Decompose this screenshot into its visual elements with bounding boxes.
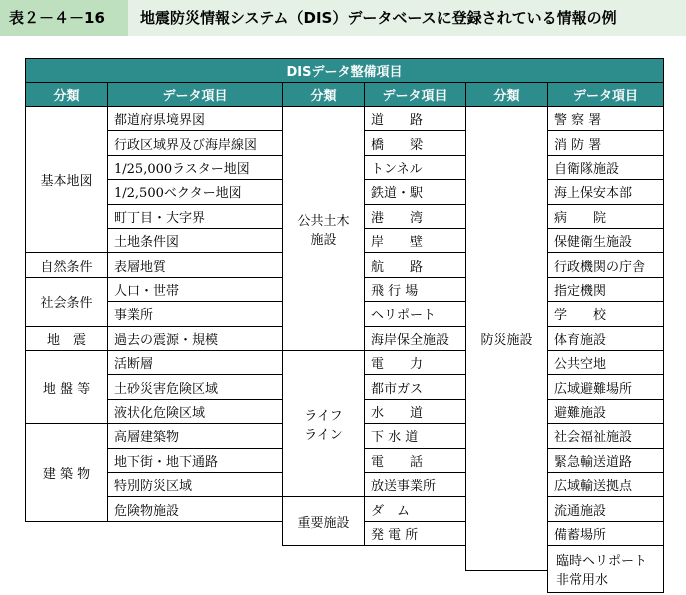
data-item-cell: [547, 106, 664, 131]
data-item-cell: [107, 252, 283, 277]
category-label: 自然条件: [40, 259, 93, 275]
table-number: 表２－４－16: [0, 0, 128, 36]
data-item-text: 警 察 署: [554, 113, 602, 129]
column-header-item: [547, 82, 664, 107]
data-item-text: 電 話: [371, 454, 424, 470]
data-item-cell: [107, 399, 283, 424]
data-item-text: 岸 壁: [371, 235, 424, 251]
category-cell: [282, 496, 365, 546]
data-item-text: 橋 梁: [371, 137, 424, 153]
data-item-text: 海岸保全施設: [371, 332, 450, 348]
category-label: 建 築 物: [42, 466, 91, 482]
data-item-cell: [107, 277, 283, 302]
data-item-cell: [107, 155, 283, 180]
column-header-item: [107, 82, 283, 107]
data-item-cell: [547, 155, 664, 180]
data-item-cell: [547, 228, 664, 253]
data-item-cell: [547, 496, 664, 521]
column-header-item-text: データ項目: [162, 89, 228, 104]
data-item-cell: [107, 106, 283, 131]
column-header-category-text: 分類: [310, 89, 337, 104]
category-label: 防災施設: [480, 332, 533, 348]
data-item-cell: [364, 374, 466, 399]
data-item-text: 港 湾: [371, 210, 424, 226]
data-item-cell: [547, 179, 664, 204]
data-item-cell: [107, 448, 283, 473]
data-item-text: 発 電 所: [371, 527, 419, 543]
data-item-cell: [364, 326, 466, 351]
column-header-category-text: 分類: [493, 89, 520, 104]
data-item-cell: [364, 277, 466, 302]
data-item-cell: [364, 399, 466, 424]
data-item-cell: [547, 326, 664, 351]
data-item-text: 保健衛生施設: [554, 235, 633, 251]
data-item-cell: [364, 130, 466, 155]
column-header-category-text: 分類: [53, 89, 80, 104]
data-item-cell: [364, 252, 466, 277]
data-item-cell: [107, 228, 283, 253]
data-item-text: 土地条件図: [114, 235, 180, 251]
data-item-text: 表層地質: [114, 259, 167, 275]
data-item-cell: [107, 374, 283, 399]
data-item-text: 都市ガス: [371, 381, 424, 397]
column-header-item: [364, 82, 466, 107]
data-item-text: 道 路: [371, 113, 424, 129]
category-label: 基本地図: [40, 174, 93, 190]
data-item-text: 特別防災区域: [114, 479, 193, 495]
data-item-text: 行政機関の庁舎: [554, 259, 646, 275]
data-item-cell: [547, 545, 664, 593]
data-item-cell: [107, 423, 283, 448]
data-item-cell: [364, 301, 466, 326]
category-label: 地 震: [46, 332, 86, 348]
category-cell: [25, 326, 108, 351]
data-item-cell: [547, 252, 664, 277]
data-item-text: 1/2,500ベクター地図: [114, 186, 242, 202]
data-item-text: 1/25,000ラスター地図: [114, 161, 250, 177]
data-item-text: 活断層: [114, 357, 154, 373]
data-item-text: 非常用水: [556, 573, 609, 589]
category-cell: [25, 350, 108, 424]
data-item-cell: [547, 399, 664, 424]
data-item-text: 消 防 署: [554, 137, 602, 153]
category-label: ライフ: [304, 408, 343, 424]
data-item-text: 自衛隊施設: [554, 161, 620, 177]
data-item-text: ダ ム: [371, 503, 411, 519]
data-item-text: 土砂災害危険区域: [114, 381, 219, 397]
data-item-text: 病 院: [554, 210, 607, 226]
data-item-text: 学 校: [554, 308, 607, 324]
category-label: 施設: [310, 232, 337, 248]
data-item-text: 液状化危険区域: [114, 405, 206, 421]
data-item-text: 飛 行 場: [371, 283, 419, 299]
data-item-cell: [364, 228, 466, 253]
data-item-cell: [547, 301, 664, 326]
column-header-item-text: データ項目: [572, 89, 638, 104]
data-item-text: 航 路: [371, 259, 424, 275]
data-item-cell: [364, 179, 466, 204]
data-item-text: 体育施設: [554, 332, 607, 348]
data-item-text: 電 力: [371, 357, 424, 373]
data-item-text: ヘリポート: [371, 308, 437, 324]
data-item-text: 緊急輸送道路: [554, 454, 633, 470]
column-header-item-text: データ項目: [382, 89, 448, 104]
data-item-cell: [107, 472, 283, 497]
data-item-text: 公共空地: [554, 357, 607, 373]
table-title: 地震防災情報システム（DIS）データベースに登録されている情報の例: [140, 9, 617, 27]
category-cell: [282, 106, 365, 351]
data-item-cell: [547, 204, 664, 229]
data-item-cell: [547, 277, 664, 302]
data-item-cell: [364, 496, 466, 521]
column-header-category: [465, 82, 548, 107]
data-item-cell: [547, 472, 664, 497]
data-item-cell: [107, 301, 283, 326]
data-item-text: 社会福祉施設: [554, 430, 633, 446]
data-item-text: 過去の震源・規模: [114, 332, 219, 348]
data-item-text: 町丁目・大字界: [114, 210, 206, 226]
data-item-cell: [547, 130, 664, 155]
data-item-cell: [107, 326, 283, 351]
category-label: 地 盤 等: [42, 381, 91, 397]
category-label: 公共土木: [297, 213, 350, 229]
category-label: 社会条件: [40, 296, 93, 312]
column-header-category: [25, 82, 108, 107]
category-label: 重要施設: [297, 515, 350, 531]
data-item-cell: [547, 374, 664, 399]
table-header-title-text: DISデータ整備項目: [286, 65, 403, 80]
data-item-cell: [364, 155, 466, 180]
data-item-text: 危険物施設: [114, 503, 180, 519]
data-item-text: トンネル: [371, 161, 423, 177]
data-item-cell: [107, 179, 283, 204]
data-item-cell: [364, 350, 466, 375]
data-item-text: 行政区域界及び海岸線図: [114, 137, 258, 153]
data-item-cell: [364, 423, 466, 448]
data-item-cell: [107, 350, 283, 375]
data-item-cell: [547, 521, 664, 546]
data-item-text: 臨時ヘリポート: [556, 554, 648, 570]
data-item-cell: [107, 496, 283, 521]
data-item-cell: [107, 204, 283, 229]
category-cell: [25, 277, 108, 327]
category-cell: [25, 106, 108, 253]
data-item-cell: [547, 448, 664, 473]
data-item-text: 放送事業所: [371, 479, 437, 495]
data-item-cell: [547, 350, 664, 375]
data-item-text: 海上保安本部: [554, 186, 633, 202]
category-label: ライン: [304, 427, 343, 443]
data-item-text: 広域避難場所: [554, 381, 633, 397]
data-item-text: 地下街・地下通路: [114, 454, 219, 470]
data-item-text: 流通施設: [554, 503, 607, 519]
data-item-cell: [364, 106, 466, 131]
data-item-cell: [364, 204, 466, 229]
data-item-text: 広域輸送拠点: [554, 479, 633, 495]
table-header-title: [25, 58, 664, 83]
data-item-text: 鉄道・駅: [371, 186, 424, 202]
data-item-text: 人口・世帯: [114, 283, 180, 299]
data-item-cell: [364, 521, 466, 546]
data-item-text: 避難施設: [554, 405, 607, 421]
data-item-text: 都道府県境界図: [114, 113, 206, 129]
data-item-cell: [364, 472, 466, 497]
data-item-text: 指定機関: [554, 283, 607, 299]
data-item-cell: [364, 448, 466, 473]
data-item-text: 高層建築物: [114, 430, 180, 446]
column-header-category: [282, 82, 365, 107]
data-item-text: 備蓄場所: [554, 527, 607, 543]
data-item-text: 水 道: [371, 405, 424, 421]
category-cell: [25, 423, 108, 522]
data-item-cell: [547, 423, 664, 448]
category-cell: [465, 106, 548, 571]
category-cell: [25, 252, 108, 277]
data-item-text: 事業所: [114, 308, 154, 324]
data-item-cell: [107, 130, 283, 155]
data-item-text: 下 水 道: [371, 430, 419, 446]
category-cell: [282, 350, 365, 497]
